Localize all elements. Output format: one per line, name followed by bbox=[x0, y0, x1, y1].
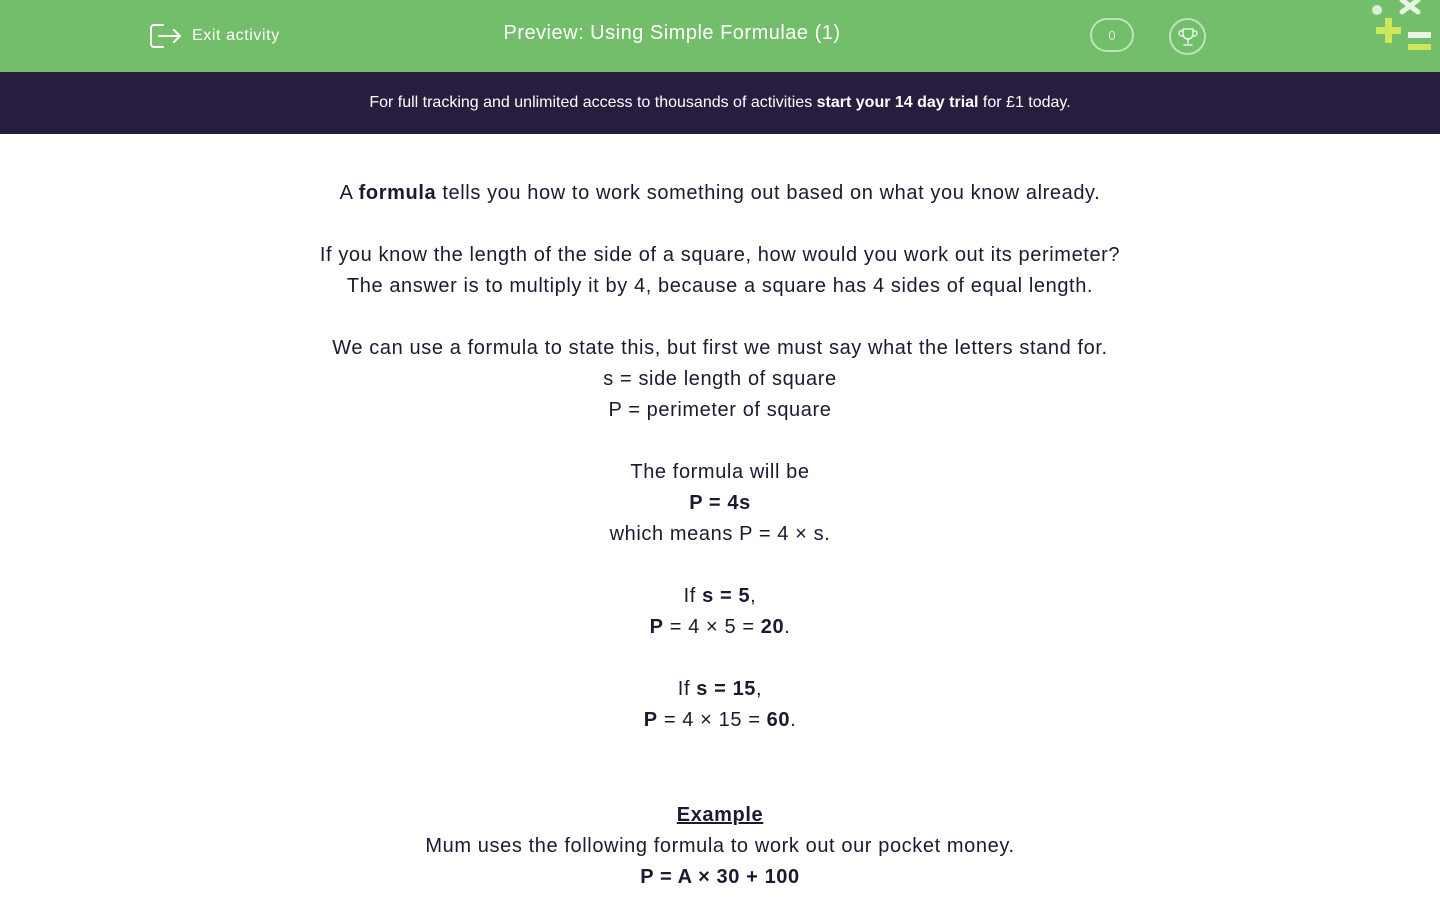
brand-logo-icon bbox=[1364, 0, 1440, 58]
example-heading: Example bbox=[676, 804, 764, 826]
trophy-icon bbox=[1177, 26, 1199, 48]
score-badge: 0 bbox=[1090, 18, 1134, 52]
definition-p: P = perimeter of square bbox=[608, 399, 832, 421]
paragraph-question: If you know the length of the side of a square, how would you work out its perimeter? bbox=[319, 244, 1121, 266]
page-title: Preview: Using Simple Formulae (1) bbox=[503, 22, 841, 44]
example1-condition: If s = 5, bbox=[683, 585, 757, 607]
definition-s: s = side length of square bbox=[603, 368, 837, 390]
formula-meaning: which means P = 4 × s. bbox=[609, 523, 831, 545]
exit-activity-label: Exit activity bbox=[192, 27, 280, 44]
top-bar bbox=[0, 0, 1440, 72]
banner-text: For full tracking and unlimited access to thousands of activities bbox=[369, 94, 817, 111]
paragraph-answer: The answer is to multiply it by 4, because a square has 4 sides of equal length. bbox=[346, 275, 1094, 297]
lesson-content bbox=[220, 178, 1220, 893]
exit-icon bbox=[149, 21, 183, 51]
example2-result: P = 4 × 15 = 60. bbox=[643, 709, 797, 731]
formula-intro: The formula will be bbox=[630, 461, 810, 483]
example1-result: P = 4 × 5 = 20. bbox=[649, 616, 791, 638]
formula: P = 4s bbox=[689, 492, 751, 514]
example-formula: P = A × 30 + 100 bbox=[640, 866, 800, 888]
example-text: Mum uses the following formula to work out our pocket money. bbox=[425, 835, 1015, 857]
banner-text-end: for £1 today. bbox=[978, 94, 1071, 111]
exit-activity-button[interactable] bbox=[149, 21, 280, 51]
start-trial-link[interactable]: start your 14 day trial bbox=[816, 94, 979, 111]
example2-condition: If s = 15, bbox=[677, 678, 763, 700]
trophy-button[interactable] bbox=[1169, 18, 1206, 55]
trial-banner bbox=[0, 72, 1440, 134]
paragraph-letters: We can use a formula to state this, but first we must say what the letters stand for. bbox=[332, 337, 1108, 359]
paragraph-intro: A formula tells you how to work something out based on what you know already. bbox=[339, 182, 1101, 204]
